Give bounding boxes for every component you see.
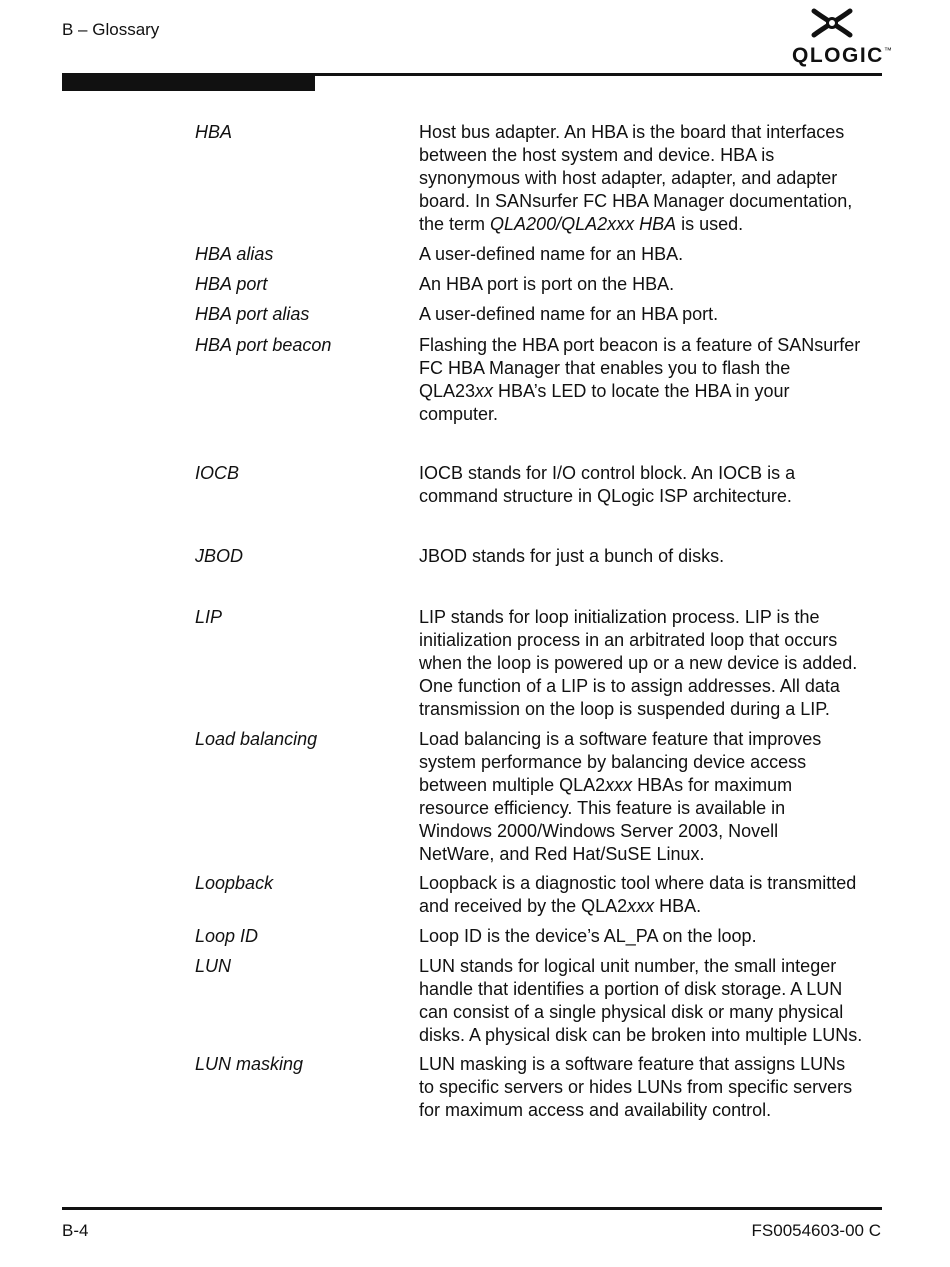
definition-line [419, 303, 881, 326]
definition-text: to specific servers or hides LUNs from specific servers [419, 1077, 853, 1097]
definition-text: and received by the QLA2 [419, 896, 628, 916]
definition-line [419, 1001, 881, 1024]
page-number: B-4 [62, 1221, 89, 1240]
definition-text: Host bus adapter. An HBA is the board that interfaces [419, 122, 845, 142]
glossary-definition [419, 872, 881, 918]
definition-text: resource efficiency. This feature is available in [419, 798, 786, 818]
definition-line [419, 872, 881, 895]
definition-line [419, 820, 881, 843]
glossary-definition [419, 1053, 881, 1122]
definition-line [419, 978, 881, 1001]
definition-line [419, 895, 881, 918]
logo-trademark: ™ [883, 46, 894, 55]
definition-text: handle that identifies a portion of disk storage. A LUN [419, 979, 843, 999]
definition-line [419, 462, 881, 485]
definition-line [419, 334, 881, 357]
running-header-section: B – Glossary [62, 20, 160, 39]
definition-line [419, 675, 881, 698]
definition-italic-text: QLA200/QLA2xxx HBA [490, 214, 677, 234]
definition-text: HBA’s LED to locate the HBA in your [493, 381, 790, 401]
definition-italic-text: xxx [605, 775, 633, 795]
definition-text: when the loop is powered up or a new device is added. [419, 653, 858, 673]
definition-line [419, 698, 881, 721]
glossary-definition [419, 303, 881, 326]
definition-line [419, 652, 881, 675]
footer-rule [62, 1207, 882, 1210]
definition-text: Loop ID is the device’s AL_PA on the loop. [419, 926, 757, 946]
definition-line [419, 144, 881, 167]
definition-line [419, 751, 881, 774]
definition-line [419, 190, 881, 213]
definition-text: synonymous with host adapter, adapter, and adapter [419, 168, 838, 188]
definition-text: Load balancing is a software feature that improves [419, 729, 822, 749]
definition-line [419, 728, 881, 751]
glossary-term: LIP [195, 607, 223, 627]
glossary-definition [419, 121, 881, 236]
definition-text: Flashing the HBA port beacon is a feature of SANsurfer [419, 335, 861, 355]
definition-line [419, 629, 881, 652]
definition-italic-text: xxx [627, 896, 655, 916]
definition-text: An HBA port is port on the HBA. [419, 274, 675, 294]
document-id: FS0054603-00 C [751, 1221, 881, 1240]
definition-text: between the host system and device. HBA is [419, 145, 775, 165]
definition-line [419, 380, 881, 403]
glossary-term: HBA port alias [195, 304, 310, 324]
definition-italic-text: xx [475, 381, 494, 401]
glossary-term: HBA port [195, 274, 268, 294]
definition-text: HBA. [654, 896, 702, 916]
definition-line [419, 925, 881, 948]
glossary-definition [419, 606, 881, 721]
definition-text: is used. [676, 214, 744, 234]
definition-line [419, 1099, 881, 1122]
definition-text: Windows 2000/Windows Server 2003, Novell [419, 821, 779, 841]
definition-text: HBAs for maximum [632, 775, 793, 795]
glossary-definition [419, 728, 881, 866]
definition-text: computer. [419, 404, 499, 424]
definition-line [419, 797, 881, 820]
definition-line [419, 167, 881, 190]
definition-line [419, 1024, 881, 1047]
definition-line [419, 213, 881, 236]
definition-text: command structure in QLogic ISP architecture. [419, 486, 792, 506]
glossary-term: LUN [195, 956, 232, 976]
glossary-term: JBOD [195, 546, 244, 566]
definition-line [419, 606, 881, 629]
definition-line [419, 1076, 881, 1099]
definition-line [419, 121, 881, 144]
definition-text: FC HBA Manager that enables you to flash the [419, 358, 791, 378]
definition-text: can consist of a single physical disk or many physical [419, 1002, 844, 1022]
definition-text: transmission on the loop is suspended during a LIP. [419, 699, 830, 719]
glossary-term: HBA alias [195, 244, 274, 264]
definition-text: initialization process in an arbitrated loop that occurs [419, 630, 838, 650]
definition-text: LUN masking is a software feature that assigns LUNs [419, 1054, 846, 1074]
glossary-definition [419, 243, 881, 266]
definition-text: One function of a LIP is to assign addresses. All data [419, 676, 840, 696]
definition-line [419, 243, 881, 266]
definition-text: board. In SANsurfer FC HBA Manager documentation, [419, 191, 853, 211]
glossary-definition [419, 925, 881, 948]
glossary-term: Loopback [195, 873, 274, 893]
definition-line [419, 843, 881, 866]
definition-text: LIP stands for loop initialization process. LIP is the [419, 607, 820, 627]
glossary-definition [419, 273, 881, 296]
definition-text: the term [419, 214, 491, 234]
definition-text: QLA23 [419, 381, 476, 401]
glossary-term: HBA port beacon [195, 335, 332, 355]
glossary-term: Load balancing [195, 729, 318, 749]
definition-text: LUN stands for logical unit number, the small integer [419, 956, 837, 976]
definition-line [419, 485, 881, 508]
definition-text: JBOD stands for just a bunch of disks. [419, 546, 725, 566]
glossary-term: IOCB [195, 463, 240, 483]
logo-text: QLOGIC [792, 44, 884, 67]
glossary-definition [419, 955, 881, 1047]
glossary-definition [419, 545, 881, 568]
definition-line [419, 1053, 881, 1076]
definition-text: between multiple QLA2 [419, 775, 606, 795]
definition-text: Loopback is a diagnostic tool where data is transmitted [419, 873, 857, 893]
definition-line [419, 545, 881, 568]
definition-text: IOCB stands for I/O control block. An IOCB is a [419, 463, 796, 483]
definition-line [419, 357, 881, 380]
glossary-term: Loop ID [195, 926, 259, 946]
glossary-definition [419, 462, 881, 508]
definition-text: A user-defined name for an HBA port. [419, 304, 719, 324]
definition-line [419, 403, 881, 426]
definition-line [419, 273, 881, 296]
definition-line [419, 774, 881, 797]
glossary-term: HBA [195, 122, 233, 142]
definition-text: NetWare, and Red Hat/SuSE Linux. [419, 844, 705, 864]
glossary-term: LUN masking [195, 1054, 304, 1074]
glossary-definition [419, 334, 881, 426]
definition-text: A user-defined name for an HBA. [419, 244, 684, 264]
definition-line [419, 955, 881, 978]
definition-text: for maximum access and availability control. [419, 1100, 772, 1120]
definition-text: system performance by balancing device access [419, 752, 807, 772]
definition-text: disks. A physical disk can be broken into multiple LUNs. [419, 1025, 863, 1045]
